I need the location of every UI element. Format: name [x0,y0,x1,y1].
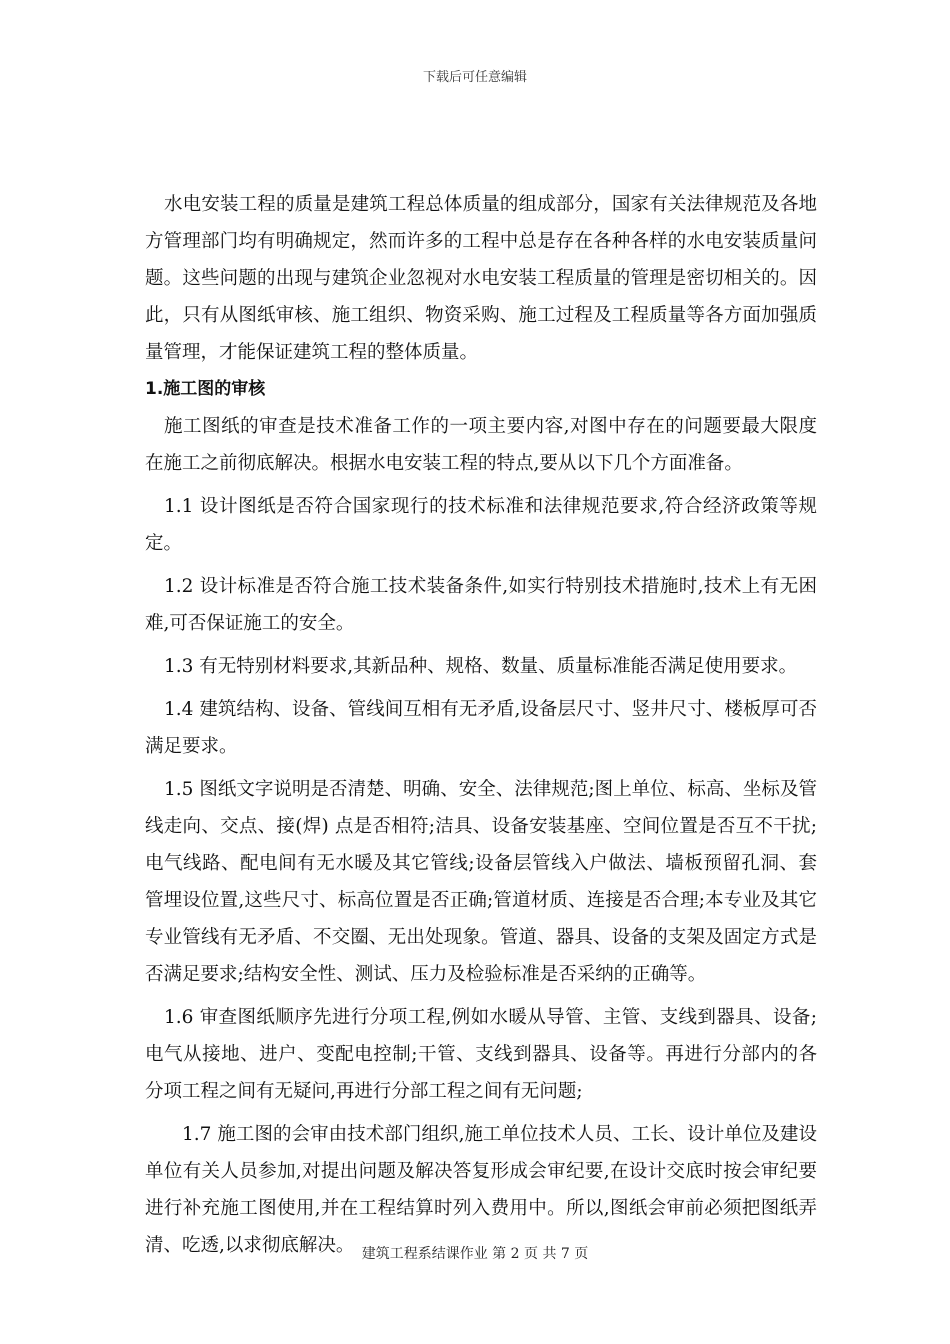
page-header: 下载后可任意编辑 [422,70,527,85]
list-item-1-7: 1.7 施工图的会审由技术部门组织,施工单位技术人员、工长、设计单位及建设单位有关人员参加,对提出问题及解决答复形成会审纪要,在设计交底时按会审纪要进行补充施工图使用,并在工程结算时列入费用中。所以,图纸会审前必须把图纸弄清、吃透,以求彻底解决。 [145,1124,817,1256]
list-item-1-3: 1.3 有无特别材料要求,其新品种、规格、数量、质量标准能否满足使用要求。 [164,656,798,677]
list-item-1-2: 1.2 设计标准是否符合施工技术装备条件,如实行特别技术措施时,技术上有无困难,可否保证施工的安全。 [145,576,817,634]
section-intro-paragraph: 施工图纸的审查是技术准备工作的一项主要内容,对图中存在的问题要最大限度在施工之前彻底解决。根据水电安装工程的特点,要从以下几个方面准备。 [145,416,817,474]
page-footer: 建筑工程系结课作业 第 2 页 共 7 页 [361,1246,589,1262]
section-heading: 1.施工图的审核 [145,379,266,399]
list-item-1-1: 1.1 设计图纸是否符合国家现行的技术标准和法律规范要求,符合经济政策等规定。 [145,496,817,554]
list-item-1-6: 1.6 审查图纸顺序先进行分项工程,例如水暖从导管、主管、支线到器具、设备;电气从接地、进户、变配电控制;干管、支线到器具、设备等。再进行分部内的各分项工程之间有无疑问,再进行分部工程之间有无问题; [145,1007,817,1102]
document-body [145,186,817,1264]
list-item-1-5: 1.5 图纸文字说明是否清楚、明确、安全、法律规范;图上单位、标高、坐标及管线走向、交点、接(焊) 点是否相符;洁具、设备安装基座、空间位置是否互不干扰;电气线路、配电间有无水暖及其它管线;设备层管线入户做法、墙板预留孔洞、套管埋设位置,这些尺寸、标高位置是否正确;管道材质、连接是否合理;本专业及其它专业管线有无矛盾、不交圈、无出处现象。管道、器具、设备的支架及固定方式是否满足要求;结构安全性、测试、压力及检验标准是否采纳的正确等。 [145,779,817,985]
intro-paragraph: 水电安装工程的质量是建筑工程总体质量的组成部分，国家有关法律规范及各地方管理部门均有明确规定，然而许多的工程中总是存在各种各样的水电安装质量问题。这些问题的出现与建筑企业忽视对水电安装工程质量的管理是密切相关的。因此，只有从图纸审核、施工组织、物资采购、施工过程及工程质量等各方面加强质量管理，才能保证建筑工程的整体质量。 [145,194,817,363]
list-item-1-4: 1.4 建筑结构、设备、管线间互相有无矛盾,设备层尺寸、竖井尺寸、楼板厚可否满足要求。 [145,699,817,757]
